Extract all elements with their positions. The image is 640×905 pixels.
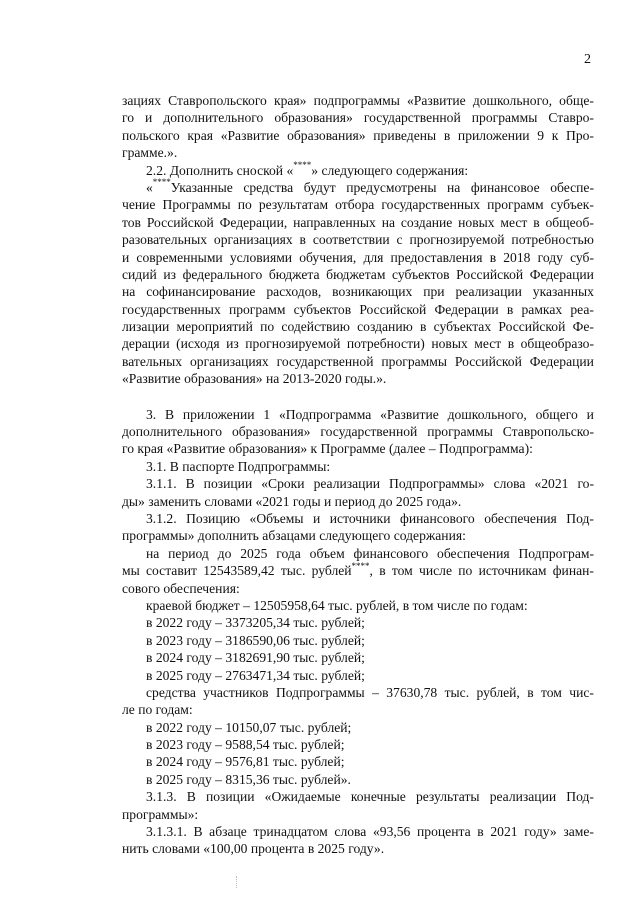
text-line: го и дополнительного образования» государственной программы Ставро- xyxy=(122,110,594,126)
text-line: вательных организациях государственной программы Российской Федерации xyxy=(122,353,594,369)
text-line: грамме.». xyxy=(122,145,178,161)
text-line: в 2022 году – 10150,07 тыс. рублей; xyxy=(146,719,352,735)
text-line: ды» заменить словами «2021 годы и период до 2025 года». xyxy=(122,493,462,509)
text-line: 2.2. Дополнить сноской «****» следующего содержания: xyxy=(146,160,469,178)
text-line: в 2023 году – 3186590,06 тыс. рублей; xyxy=(146,632,365,648)
text-line: в 2023 году – 9588,54 тыс. рублей; xyxy=(146,737,345,753)
text-line: и современными условиями обучения, для предоставления в 2018 году суб- xyxy=(122,249,594,265)
text-line: средства участников Подпрограммы – 37630,78 тыс. рублей, в том чис- xyxy=(146,684,594,700)
text-line: программы»: xyxy=(122,806,199,822)
text-line: дерации (исходя из прогнозируемой потребности) новых мест в общеобразо- xyxy=(122,336,594,352)
text-line: сового обеспечения: xyxy=(122,580,240,596)
paragraph-gap xyxy=(122,388,594,406)
text-line: дополнительного образования» государственной программы Ставропольско- xyxy=(122,424,594,440)
text-line: на софинансирование расходов, возникающих при реализации указанных xyxy=(122,284,594,300)
text-line: польского края «Развитие образования» приведены в приложении 9 к Про- xyxy=(122,127,594,143)
text-line: ле по годам: xyxy=(122,702,193,718)
text-line: «Развитие образования» на 2013-2020 годы.». xyxy=(122,371,387,387)
text-line: зациях Ставропольского края» подпрограммы «Развитие дошкольного, обще- xyxy=(122,93,594,108)
text-line: 3.1.3. В позиции «Ожидаемые конечные результаты реализации Под- xyxy=(146,789,594,805)
document-body xyxy=(122,92,594,858)
page-number: 2 xyxy=(584,52,591,67)
text-line: мы составит 12543589,42 тыс. рублей****, в том числе по источникам финан- xyxy=(122,560,594,579)
text-line: в 2024 году – 3182691,90 тыс. рублей; xyxy=(146,650,365,666)
text-line: программы» дополнить абзацами следующего содержания: xyxy=(122,528,466,544)
text-line: в 2025 году – 8315,36 тыс. рублей». xyxy=(146,771,351,787)
text-line: 3.1.3.1. В абзаце тринадцатом слова «93,56 процента в 2021 году» заме- xyxy=(146,824,594,840)
text-line: нить словами «100,00 процента в 2025 году». xyxy=(122,841,385,857)
text-line: лизации мероприятий по содействию созданию в субъектах Российской Фе- xyxy=(122,319,594,335)
text-line: «****Указанные средства будут предусмотрены на финансовое обеспе- xyxy=(146,177,594,195)
scan-artifact xyxy=(236,876,238,888)
text-line: в 2022 году – 3373205,34 тыс. рублей; xyxy=(146,615,365,631)
text-line: 3.1.2. Позицию «Объемы и источники финансового обеспечения Под- xyxy=(146,510,594,526)
text-line: на период до 2025 года объем финансового обеспечения Подпрограм- xyxy=(146,545,594,561)
text-line: 3.1.1. В позиции «Сроки реализации Подпрограммы» слова «2021 го- xyxy=(146,476,594,492)
text-line: государственных программ субъектов Российской Федерации в рамках реа- xyxy=(122,301,594,317)
text-line: в 2025 году – 2763471,34 тыс. рублей; xyxy=(146,667,365,683)
text-line: в 2024 году – 9576,81 тыс. рублей; xyxy=(146,754,345,770)
text-line: тов Российской Федерации, направленных на создание новых мест в общеоб- xyxy=(122,214,594,230)
text-line: разовательных организациях в соответствии с прогнозируемой потребностью xyxy=(122,232,594,248)
text-line: 3.1. В паспорте Подпрограммы: xyxy=(146,458,331,474)
text-line: 3. В приложении 1 «Подпрограмма «Развитие дошкольного, общего и xyxy=(146,406,594,422)
text-line: чение Программы по результатам отбора государственных программ субъек- xyxy=(122,197,594,213)
text-line: сидий из федерального бюджета бюджетам субъектов Российской Федерации xyxy=(122,266,594,282)
text-line: краевой бюджет – 12505958,64 тыс. рублей, в том числе по годам: xyxy=(146,597,528,613)
text-line: го края «Развитие образования» к Программе (далее – Подпрограмма): xyxy=(122,441,533,457)
